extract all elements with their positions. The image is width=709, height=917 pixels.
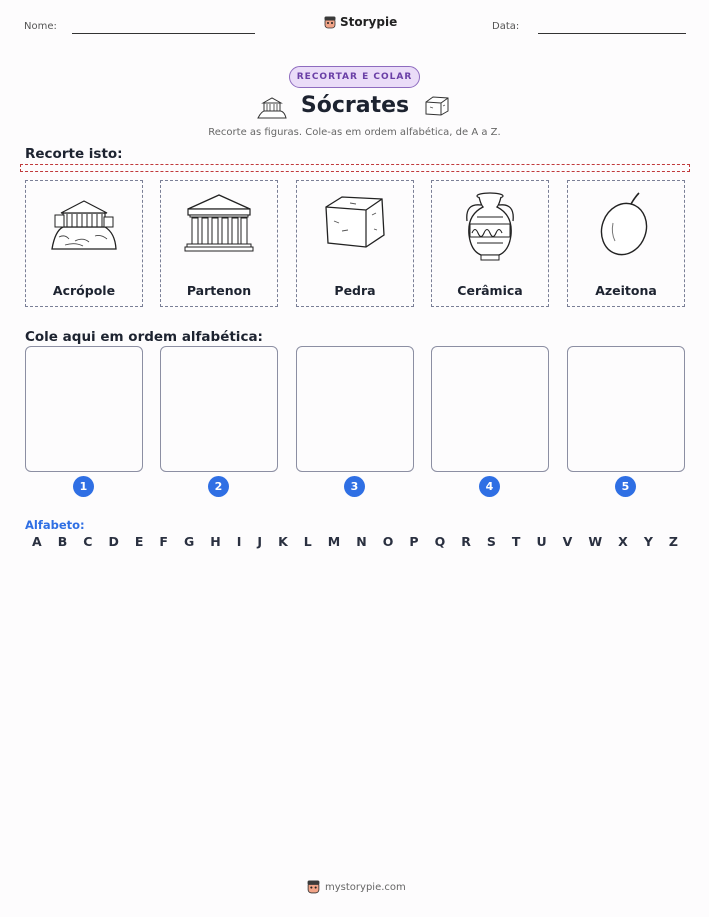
alphabet-letter: N	[356, 534, 367, 549]
page-title: Sócrates	[300, 93, 410, 118]
alphabet-letter: J	[257, 534, 263, 549]
paste-box-1[interactable]	[25, 346, 143, 472]
mascot-icon	[324, 16, 336, 29]
olive-icon	[591, 191, 661, 257]
activity-badge: RECORTAR E COLAR	[289, 66, 420, 88]
name-label: Nome:	[24, 21, 57, 32]
number-badge-4: 4	[479, 476, 500, 497]
acropolis-icon	[49, 191, 119, 253]
paste-box-3[interactable]	[296, 346, 414, 472]
brand-name: Storypie	[340, 15, 398, 29]
brand-logo	[324, 15, 397, 29]
alphabet-letter: X	[618, 534, 628, 549]
alphabet-letter: W	[588, 534, 603, 549]
number-badge-1: 1	[73, 476, 94, 497]
alphabet-letter: L	[303, 534, 312, 549]
alphabet-letter: A	[32, 534, 42, 549]
cut-card-partenon[interactable]	[160, 180, 278, 307]
alphabet-letter: H	[210, 534, 221, 549]
stone-small-icon	[423, 94, 451, 118]
instructions: Recorte as figuras. Cole-as em ordem alfabética, de A a Z.	[208, 127, 501, 138]
alphabet-letter: S	[486, 534, 496, 549]
name-line[interactable]	[72, 33, 255, 34]
acropolis-small-icon	[256, 94, 288, 120]
alphabet-letter: Z	[668, 534, 678, 549]
cut-card-pedra[interactable]	[296, 180, 414, 307]
alphabet-letter: F	[159, 534, 168, 549]
date-line[interactable]	[538, 33, 686, 34]
date-label: Data:	[492, 21, 520, 32]
alphabet-label: Alfabeto:	[25, 518, 85, 532]
footer-url[interactable]: mystorypie.com	[325, 881, 406, 893]
alphabet-letter: M	[327, 534, 341, 549]
alphabet-letter: K	[278, 534, 288, 549]
alphabet-letter: T	[511, 534, 521, 549]
paste-box-2[interactable]	[160, 346, 278, 472]
alphabet-letter: E	[134, 534, 144, 549]
number-badge-3: 3	[344, 476, 365, 497]
paste-box-5[interactable]	[567, 346, 685, 472]
alphabet-letter: U	[536, 534, 547, 549]
number-badge-2: 2	[208, 476, 229, 497]
card-label: Partenon	[186, 283, 252, 298]
amphora-icon	[455, 191, 525, 263]
parthenon-icon	[184, 191, 254, 253]
alphabet-letter: V	[562, 534, 573, 549]
alphabet-letter: G	[183, 534, 195, 549]
alphabet-letter: R	[461, 534, 471, 549]
alphabet-letter: D	[108, 534, 119, 549]
alphabet-letter: O	[382, 534, 394, 549]
number-badge-5: 5	[615, 476, 636, 497]
alphabet-row	[32, 534, 678, 549]
paste-box-4[interactable]	[431, 346, 549, 472]
footer	[307, 880, 406, 894]
alphabet-letter: Y	[643, 534, 653, 549]
alphabet-letter: I	[236, 534, 242, 549]
card-label: Acrópole	[52, 283, 116, 298]
card-label: Azeitona	[595, 283, 657, 298]
card-label: Cerâmica	[457, 283, 523, 298]
cut-section-label: Recorte isto:	[25, 146, 123, 162]
cut-line[interactable]	[20, 164, 690, 172]
card-label: Pedra	[334, 283, 376, 298]
cut-card-acropole[interactable]	[25, 180, 143, 307]
alphabet-letter: P	[409, 534, 419, 549]
alphabet-letter: B	[57, 534, 68, 549]
paste-section-label: Cole aqui em ordem alfabética:	[25, 329, 263, 345]
alphabet-letter: Q	[434, 534, 446, 549]
cut-card-ceramica[interactable]	[431, 180, 549, 307]
cut-card-azeitona[interactable]	[567, 180, 685, 307]
stone-icon	[320, 191, 390, 253]
mascot-icon	[307, 880, 320, 894]
alphabet-letter: C	[83, 534, 93, 549]
